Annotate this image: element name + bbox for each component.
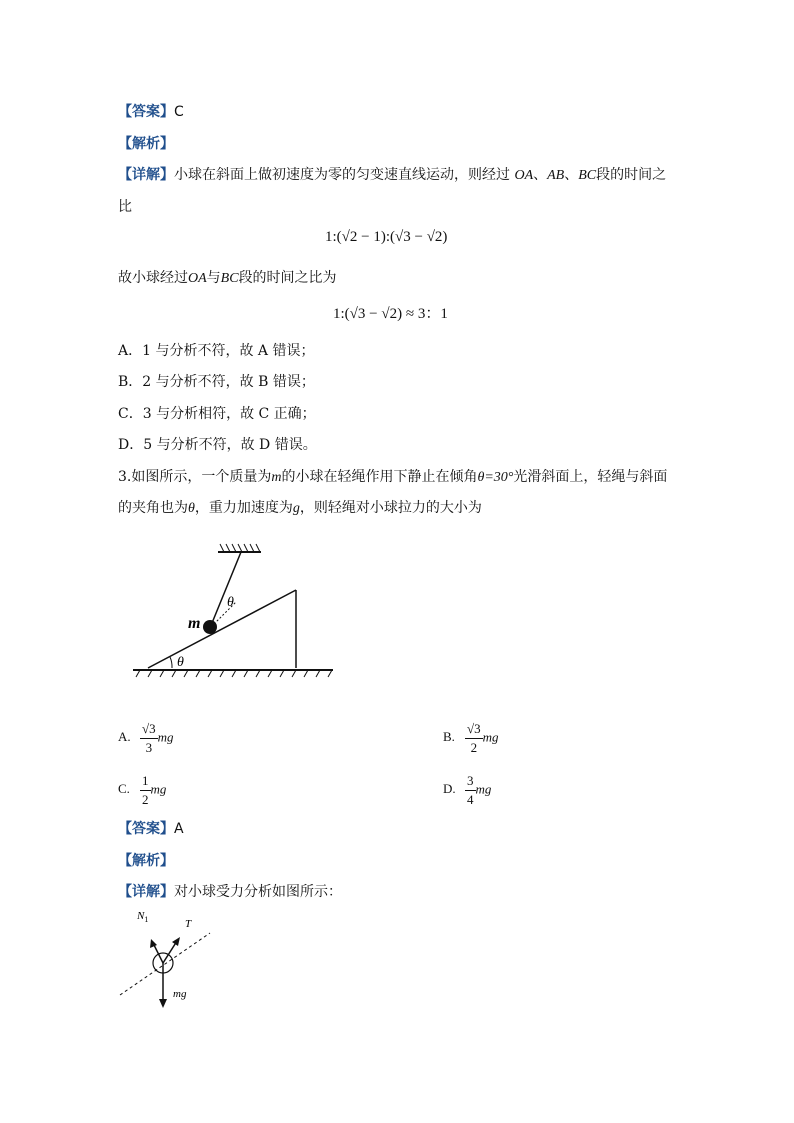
incline-wedge xyxy=(148,590,296,668)
gravity-arrowhead xyxy=(159,999,167,1008)
text: 的夹角也为 xyxy=(118,500,188,516)
symbol-theta: θ=30° xyxy=(477,470,514,485)
rope xyxy=(212,552,241,623)
text: 的小球在轻绳作用下静止在倾角 xyxy=(281,469,478,485)
text: 段的时间之比为 xyxy=(238,270,337,286)
choice-mg: mg xyxy=(475,781,492,797)
ratio-text-line xyxy=(118,268,337,289)
force-diagram xyxy=(115,905,225,1010)
tension-arrow xyxy=(163,941,177,963)
option-c-analysis: C．3 与分析相符，故 C 正确； xyxy=(118,406,316,422)
separator: 、 xyxy=(564,167,579,183)
symbol-g: g xyxy=(292,501,300,516)
ceiling-support xyxy=(218,544,261,552)
choice-fraction xyxy=(465,720,483,757)
option-b-analysis: B．2 与分析不符，故 B 错误； xyxy=(118,374,315,390)
detail-text: 小球在斜面上做初速度为零的匀变速直线运动，则经过 xyxy=(174,167,510,183)
detail-line-1 xyxy=(118,165,666,186)
segment-bc: BC xyxy=(220,271,239,286)
detail-label: 【详解】 xyxy=(118,884,174,900)
choice-fraction xyxy=(140,772,151,809)
angle-arc-bottom xyxy=(170,657,172,668)
incline-dashed-line xyxy=(120,933,210,995)
text: ，则轻绳对小球拉力的大小为 xyxy=(299,500,482,516)
numerator: √3 xyxy=(465,720,483,739)
choice-label: A. xyxy=(118,729,131,745)
choice-mg: mg xyxy=(150,781,167,797)
text: 3.如图所示，一个质量为 xyxy=(118,469,272,485)
theta-label-bottom: θ xyxy=(177,655,184,670)
equation-ratio-2: 1:(√3 − √2) ≈ 3：1 xyxy=(333,306,448,322)
segment-oa: OA xyxy=(188,271,207,286)
question3-line1 xyxy=(118,467,667,488)
choice-label: C. xyxy=(118,781,130,797)
choice-label: B. xyxy=(443,729,455,745)
choice-label: D. xyxy=(443,781,456,797)
tension-label: T xyxy=(185,918,192,930)
normal-force-arrowhead xyxy=(150,939,157,948)
choice-a[interactable] xyxy=(118,720,174,757)
normal-force-label: $N_1$ xyxy=(137,910,149,924)
answer-label: 【答案】 xyxy=(118,821,174,837)
numerator: 1 xyxy=(140,772,151,791)
denominator: 3 xyxy=(145,740,153,755)
text: 与 xyxy=(206,270,221,286)
text: 故小球经过 xyxy=(118,270,188,286)
answer-value: A xyxy=(174,821,184,837)
answer-value: C xyxy=(174,104,184,120)
choice-mg: mg xyxy=(482,729,499,745)
segment-oa: OA xyxy=(514,168,534,183)
equation-ratio-1: 1:(√2 − 1):(√3 − √2) xyxy=(325,229,448,245)
choice-fraction xyxy=(140,720,158,757)
answer-line-1 xyxy=(118,102,184,122)
detail-label: 【详解】 xyxy=(118,167,174,183)
detail-line-force xyxy=(118,882,342,902)
separator: 、 xyxy=(533,167,548,183)
segment-bc: BC xyxy=(578,168,597,183)
denominator: 4 xyxy=(467,792,474,807)
choice-fraction xyxy=(465,772,476,809)
option-d-analysis: D．5 与分析不符，故 D 错误。 xyxy=(118,437,317,453)
segment-ab: AB xyxy=(547,168,565,183)
choice-b[interactable] xyxy=(443,720,499,757)
incline-figure xyxy=(128,540,348,690)
answer-label: 【答案】 xyxy=(118,104,174,120)
symbol-theta: θ xyxy=(188,501,195,516)
detail-text-end: 段的时间之 xyxy=(596,167,667,183)
analysis-label-2: 【解析】 xyxy=(118,853,174,869)
choice-c[interactable] xyxy=(118,772,166,809)
gravity-label: mg xyxy=(173,988,187,1000)
tension-arrowhead xyxy=(172,937,180,946)
answer-line-2 xyxy=(118,819,184,839)
numerator: 3 xyxy=(465,772,476,791)
choice-d[interactable] xyxy=(443,772,491,809)
detail-text: 对小球受力分析如图所示： xyxy=(174,884,342,900)
choice-mg: mg xyxy=(157,729,174,745)
ground xyxy=(133,670,333,677)
detail-line-2: 比 xyxy=(118,199,132,215)
text: 光滑斜面上，轻绳与斜面 xyxy=(513,469,668,485)
denominator: 2 xyxy=(142,792,149,807)
ball xyxy=(203,620,217,634)
theta-label-top: θ xyxy=(227,595,234,610)
analysis-label-1: 【解析】 xyxy=(118,136,174,152)
text: ，重力加速度为 xyxy=(194,500,293,516)
numerator: √3 xyxy=(140,720,158,739)
symbol-m: m xyxy=(271,470,282,485)
denominator: 2 xyxy=(470,740,478,755)
question3-line2 xyxy=(118,498,482,519)
option-a-analysis: A．1 与分析不符，故 A 错误； xyxy=(118,343,315,359)
mass-label: m xyxy=(188,615,201,632)
